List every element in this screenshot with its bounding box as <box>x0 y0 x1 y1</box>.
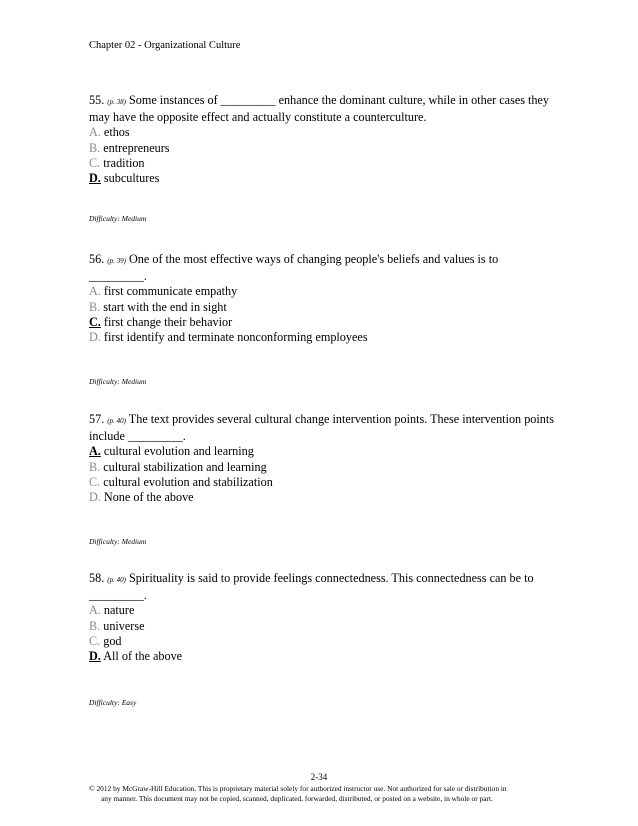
question-text: Spirituality is said to provide feelings connectedness. This connectedness can be to _________. <box>89 571 534 603</box>
question-text: The text provides several cultural change intervention points. These intervention points include _________. <box>89 412 554 444</box>
option-c: C. god <box>89 633 122 648</box>
option-c-correct: C. first change their behavior <box>89 314 233 329</box>
question-number: 55. <box>89 93 105 107</box>
question-57 <box>89 412 559 505</box>
option-c: C. tradition <box>89 155 145 170</box>
difficulty-57: Difficulty: Medium <box>89 537 147 546</box>
page-reference: (p. 40) <box>107 576 126 584</box>
question-text: Some instances of _________ enhance the dominant culture, while in other cases they may have the opposite effect and actually constitute a counterculture. <box>89 93 550 125</box>
copyright-line-2: any manner. This document may not be copied, scanned, duplicated, forwarded, distributed, or posted on a website, in whole or part. <box>101 794 493 803</box>
difficulty-56: Difficulty: Medium <box>89 377 147 386</box>
copyright-notice <box>89 784 567 804</box>
option-a: A. first communicate empathy <box>89 284 238 299</box>
difficulty-58: Difficulty: Easy <box>89 698 137 707</box>
question-number: 57. <box>89 412 105 426</box>
question-56 <box>89 252 559 345</box>
question-number: 56. <box>89 252 105 266</box>
page-reference: (p. 39) <box>107 257 126 265</box>
option-b: B. entrepreneurs <box>89 140 170 155</box>
option-d-correct: D. subcultures <box>89 171 160 186</box>
option-b: B. cultural stabilization and learning <box>89 459 267 474</box>
option-a-correct: A. cultural evolution and learning <box>89 444 254 459</box>
option-a: A. ethos <box>89 125 130 140</box>
question-58 <box>89 571 559 664</box>
difficulty-55: Difficulty: Medium <box>89 214 147 223</box>
option-d: D. None of the above <box>89 490 194 505</box>
question-55 <box>89 93 559 186</box>
option-b: B. start with the end in sight <box>89 299 227 314</box>
page-header: Chapter 02 - Organizational Culture <box>89 40 241 51</box>
option-d-correct: D. All of the above <box>89 649 183 664</box>
page-reference: (p. 38) <box>107 98 126 106</box>
copyright-line-1: © 2012 by McGraw-Hill Education. This is proprietary material solely for authorized instructor use. Not authorized for sale or distribution in <box>89 784 507 793</box>
page-number: 2-34 <box>310 772 328 782</box>
page-reference: (p. 40) <box>107 417 126 425</box>
option-c: C. cultural evolution and stabilization <box>89 474 273 489</box>
question-text: One of the most effective ways of changing people's beliefs and values is to _________. <box>89 252 499 284</box>
question-number: 58. <box>89 571 105 585</box>
option-a: A. nature <box>89 603 135 618</box>
option-b: B. universe <box>89 618 145 633</box>
option-d: D. first identify and terminate nonconforming employees <box>89 330 368 345</box>
